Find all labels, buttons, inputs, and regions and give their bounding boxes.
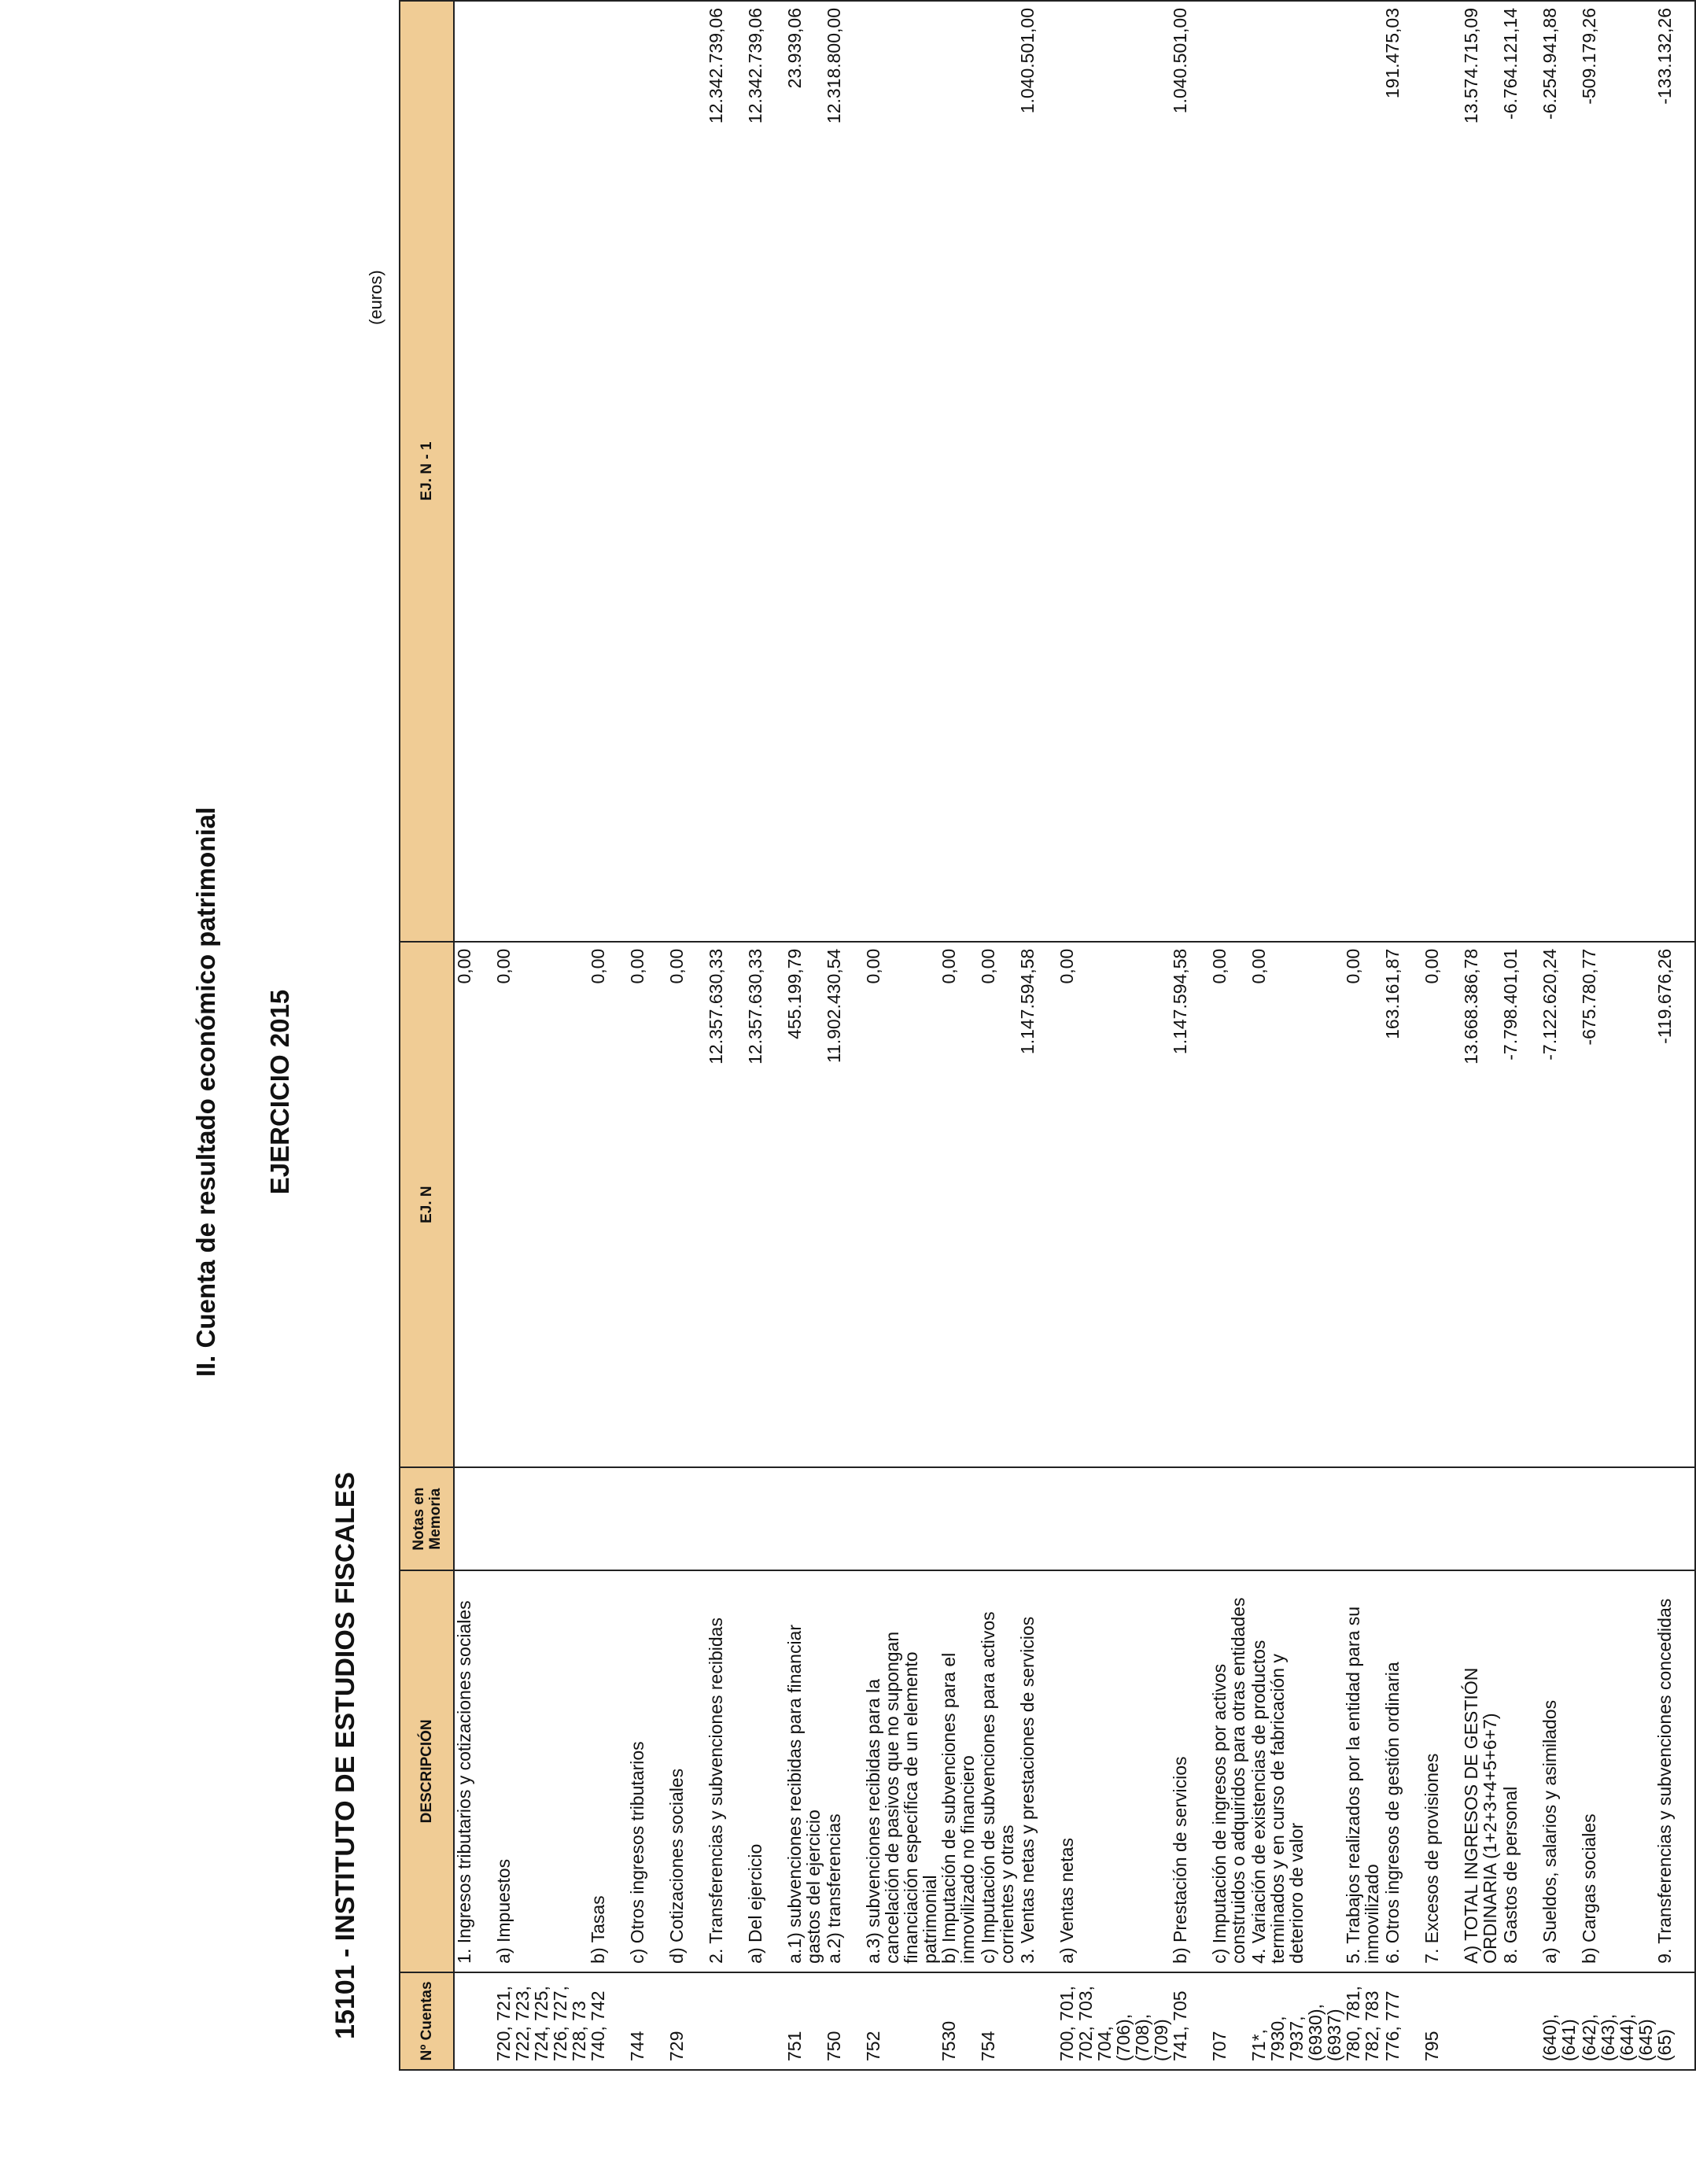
memory-notes: [1580, 1467, 1655, 1570]
row-description: 3. Ventas netas y prestaciones de servicios: [1018, 1570, 1057, 1972]
memory-notes: [785, 1467, 824, 1570]
memory-notes: [1249, 1467, 1344, 1570]
document-title: II. Cuenta de resultado económico patrimonial: [191, 806, 220, 1378]
current-year-value: 0,00: [864, 942, 939, 1468]
previous-year-value: [667, 1, 706, 942]
memory-notes: [494, 1467, 588, 1570]
row-description: c) Otros ingresos tributarios: [628, 1570, 667, 1972]
previous-year-value: 12.342.739,06: [746, 1, 785, 942]
row-description: b) Prestación de servicios: [1171, 1570, 1210, 1972]
current-year-value: -675.780,77: [1580, 942, 1655, 1468]
previous-year-value: [1249, 1, 1344, 942]
current-year-value: 0,00: [1422, 942, 1462, 1468]
entity-name: 15101 - INSTITUTO DE ESTUDIOS FISCALES: [330, 1471, 360, 2039]
row-description: 6. Otros ingresos de gestión ordinaria: [1383, 1570, 1422, 1972]
table-row: [1249, 1, 1344, 2070]
memory-notes: [1018, 1467, 1057, 1570]
previous-year-value: [454, 1, 494, 942]
memory-notes: [628, 1467, 667, 1570]
memory-notes: [1422, 1467, 1462, 1570]
table-row: [1383, 1, 1422, 2070]
current-year-value: 12.357.630,33: [706, 942, 746, 1468]
previous-year-value: 1.040.501,00: [1171, 1, 1210, 942]
current-year-value: 0,00: [1249, 942, 1344, 1468]
previous-year-value: 12.342.739,06: [706, 1, 746, 942]
memory-notes: [454, 1467, 494, 1570]
row-description: d) Cotizaciones sociales: [667, 1570, 706, 1972]
account-codes: 744: [628, 1972, 667, 2070]
row-description: a) Impuestos: [494, 1570, 588, 1972]
memory-notes: [667, 1467, 706, 1570]
previous-year-value: [588, 1, 628, 942]
current-year-value: 0,00: [1344, 942, 1383, 1468]
row-description: A) TOTAL INGRESOS DE GESTIÓN ORDINARIA (1+2+3+4+5+6+7): [1462, 1570, 1501, 1972]
row-description: a) Ventas netas: [1057, 1570, 1171, 1972]
memory-notes: [1057, 1467, 1171, 1570]
current-year-value: -7.122.620,24: [1540, 942, 1580, 1468]
table-row: [667, 1, 706, 2070]
row-description: a) Del ejercicio: [746, 1570, 785, 1972]
table-row: [706, 1, 746, 2070]
table-row: [1422, 1, 1462, 2070]
previous-year-value: -6.764.121,14: [1501, 1, 1540, 942]
row-description: b) Tasas: [588, 1570, 628, 1972]
account-codes: [1018, 1972, 1057, 2070]
table-row: [454, 1, 494, 2070]
account-codes: [454, 1972, 494, 2070]
previous-year-value: [628, 1, 667, 942]
memory-notes: [588, 1467, 628, 1570]
previous-year-value: 1.040.501,00: [1018, 1, 1057, 942]
row-description: c) Imputación de ingresos por activos construidos o adquiridos para otras entidades: [1210, 1570, 1249, 1972]
previous-year-value: 23.939,06: [785, 1, 824, 942]
table-row: [979, 1, 1018, 2070]
table-row: [1655, 1, 1695, 2070]
current-year-value: -119.676,26: [1655, 942, 1695, 1468]
account-codes: 751: [785, 1972, 824, 2070]
account-codes: [1501, 1972, 1540, 2070]
row-description: 1. Ingresos tributarios y cotizaciones sociales: [454, 1570, 494, 1972]
previous-year-value: [1057, 1, 1171, 942]
current-year-value: 455.199,79: [785, 942, 824, 1468]
memory-notes: [1655, 1467, 1695, 1570]
account-codes: 780, 781, 782, 783: [1344, 1972, 1383, 2070]
table-row: [494, 1, 588, 2070]
memory-notes: [1540, 1467, 1580, 1570]
account-codes: (642), (643), (644), (645): [1580, 1972, 1655, 2070]
account-codes: 707: [1210, 1972, 1249, 2070]
account-codes: (65): [1655, 1972, 1695, 2070]
account-codes: [1462, 1972, 1501, 2070]
current-year-value: 0,00: [939, 942, 979, 1468]
row-description: 9. Transferencias y subvenciones concedidas: [1655, 1570, 1695, 1972]
account-codes: 741, 705: [1171, 1972, 1210, 2070]
memory-notes: [824, 1467, 864, 1570]
account-codes: 752: [864, 1972, 939, 2070]
memory-notes: [979, 1467, 1018, 1570]
memory-notes: [1501, 1467, 1540, 1570]
previous-year-value: -133.132,26: [1655, 1, 1695, 942]
table-row: [588, 1, 628, 2070]
account-codes: 720, 721, 722, 723, 724, 725, 726, 727, 728, 73: [494, 1972, 588, 2070]
account-codes: [706, 1972, 746, 2070]
memory-notes: [939, 1467, 979, 1570]
memory-notes: [706, 1467, 746, 1570]
memory-notes: [1383, 1467, 1422, 1570]
current-year-value: 1.147.594,58: [1171, 942, 1210, 1468]
table-row: [628, 1, 667, 2070]
row-description: b) Cargas sociales: [1580, 1570, 1655, 1972]
account-codes: 795: [1422, 1972, 1462, 2070]
table-row: [864, 1, 939, 2070]
memory-notes: [1171, 1467, 1210, 1570]
current-year-value: 0,00: [494, 942, 588, 1468]
row-description: a.2) transferencias: [824, 1570, 864, 1972]
row-description: a.3) subvenciones recibidas para la cancelación de pasivos que no supongan financiación específica de un elemento patrimonial: [864, 1570, 939, 1972]
row-description: 7. Excesos de provisiones: [1422, 1570, 1462, 1972]
table-row: [785, 1, 824, 2070]
table-row: [1171, 1, 1210, 2070]
column-header-previous-year: EJ. N - 1: [400, 1, 454, 942]
account-codes: 729: [667, 1972, 706, 2070]
current-year-value: 0,00: [454, 942, 494, 1468]
current-year-value: 11.902.430,54: [824, 942, 864, 1468]
memory-notes: [1344, 1467, 1383, 1570]
previous-year-value: -6.254.941,88: [1540, 1, 1580, 942]
current-year-value: 0,00: [1057, 942, 1171, 1468]
account-codes: [746, 1972, 785, 2070]
row-description: 2. Transferencias y subvenciones recibidas: [706, 1570, 746, 1972]
previous-year-value: [864, 1, 939, 942]
column-header-accounts: Nº Cuentas: [400, 1972, 454, 2070]
current-year-value: 0,00: [979, 942, 1018, 1468]
account-codes: 740, 742: [588, 1972, 628, 2070]
memory-notes: [1210, 1467, 1249, 1570]
currency-units: (euros): [366, 270, 385, 325]
column-header-notes: Notas en Memoria: [400, 1467, 454, 1570]
current-year-value: 0,00: [628, 942, 667, 1468]
current-year-value: 163.161,87: [1383, 942, 1422, 1468]
previous-year-value: 12.318.800,00: [824, 1, 864, 942]
row-description: c) Imputación de subvenciones para activos corrientes y otras: [979, 1570, 1018, 1972]
previous-year-value: 13.574.715,09: [1462, 1, 1501, 942]
memory-notes: [864, 1467, 939, 1570]
fiscal-year-title: EJERCICIO 2015: [265, 989, 294, 1195]
account-codes: 7530: [939, 1972, 979, 2070]
row-description: a) Sueldos, salarios y asimilados: [1540, 1570, 1580, 1972]
row-description: 4. Variación de existencias de productos terminados y en curso de fabricación y deterioro de valor: [1249, 1570, 1344, 1972]
current-year-value: 12.357.630,33: [746, 942, 785, 1468]
memory-notes: [746, 1467, 785, 1570]
account-codes: 700, 701, 702, 703, 704, (706), (708), (709): [1057, 1972, 1171, 2070]
row-description: b) Imputación de subvenciones para el inmovilizado no financiero: [939, 1570, 979, 1972]
table-row: [1057, 1, 1171, 2070]
account-codes: 754: [979, 1972, 1018, 2070]
current-year-value: 0,00: [1210, 942, 1249, 1468]
current-year-value: 1.147.594,58: [1018, 942, 1057, 1468]
current-year-value: -7.798.401,01: [1501, 942, 1540, 1468]
previous-year-value: [939, 1, 979, 942]
table-row: [1501, 1, 1540, 2070]
table-header-row: [400, 1, 454, 2070]
previous-year-value: [494, 1, 588, 942]
table-row: [939, 1, 979, 2070]
account-codes: 776, 777: [1383, 1972, 1422, 2070]
account-codes: (640), (641): [1540, 1972, 1580, 2070]
current-year-value: 0,00: [588, 942, 628, 1468]
row-description: 8. Gastos de personal: [1501, 1570, 1540, 1972]
previous-year-value: [1344, 1, 1383, 942]
row-description: a.1) subvenciones recibidas para financiar gastos del ejercicio: [785, 1570, 824, 1972]
current-year-value: 13.668.386,78: [1462, 942, 1501, 1468]
table-row: [746, 1, 785, 2070]
row-description: 5. Trabajos realizados por la entidad para su inmovilizado: [1344, 1570, 1383, 1972]
memory-notes: [1462, 1467, 1501, 1570]
table-row: [824, 1, 864, 2070]
previous-year-value: [1210, 1, 1249, 942]
table-row: [1210, 1, 1249, 2070]
column-header-description: DESCRIPCIÓN: [400, 1570, 454, 1972]
income-statement-table: [399, 0, 1696, 2071]
account-codes: 750: [824, 1972, 864, 2070]
previous-year-value: [1422, 1, 1462, 942]
previous-year-value: -509.179,26: [1580, 1, 1655, 942]
account-codes: 71*, 7930, 7937, (6930), (6937): [1249, 1972, 1344, 2070]
current-year-value: 0,00: [667, 942, 706, 1468]
table-row: [1018, 1, 1057, 2070]
table-row: [1580, 1, 1655, 2070]
previous-year-value: [979, 1, 1018, 942]
table-row: [1462, 1, 1501, 2070]
table-row: [1540, 1, 1580, 2070]
table-row: [1344, 1, 1383, 2070]
column-header-current-year: EJ. N: [400, 942, 454, 1468]
previous-year-value: 191.475,03: [1383, 1, 1422, 942]
